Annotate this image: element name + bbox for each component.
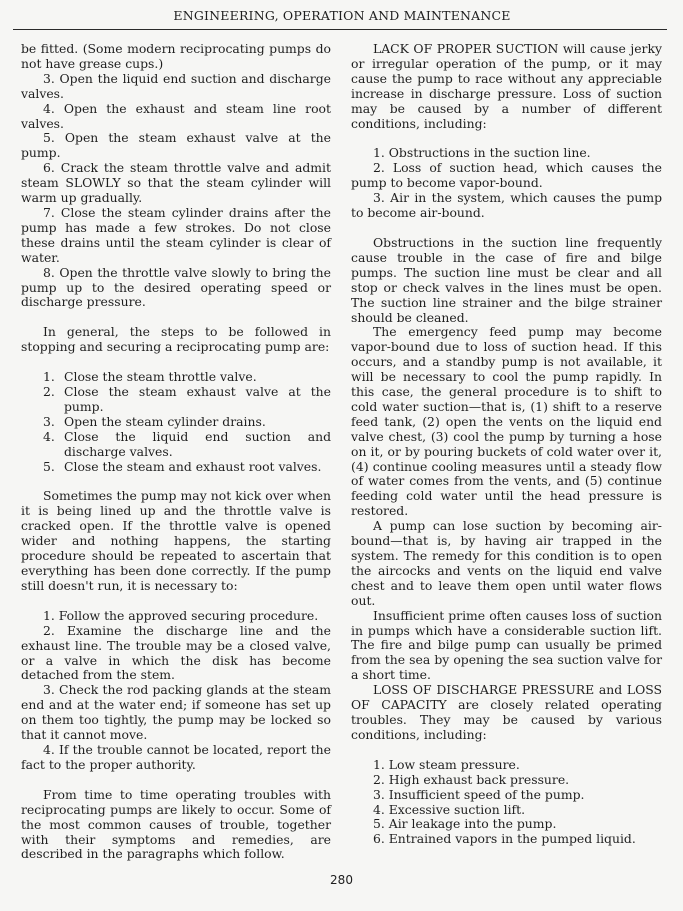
troubleshoot-step: 2. Examine the discharge line and the exhaust line. The trouble may be a closed valve, or a valve in which the disk has become detached from the stem.	[21, 622, 331, 683]
starting-steps-list	[21, 72, 331, 311]
header-rule	[13, 29, 667, 30]
suction-cause: 2. Loss of suction head, which causes the pump to become vapor-bound.	[351, 160, 662, 191]
discharge-cause: 5. Air leakage into the pump.	[373, 816, 557, 832]
suction-causes-list	[351, 146, 662, 221]
kick-over-paragraph: Sometimes the pump may not kick over when it is being lined up and the throttle valve is cracked open. If the throttle valve is opened wider and nothing happens, the starting procedure should be repeated to ascertain that everything has been done correctly. If the pump still doesn't run, it is necessary to:	[21, 488, 331, 593]
left-column	[21, 42, 331, 862]
securing-step: 1. Close the steam throttle valve.	[43, 369, 257, 385]
starting-step: 6. Crack the steam throttle valve and admit steam SLOWLY so that the steam cylinder will warm up gradually.	[21, 160, 331, 206]
securing-step: 5. Close the steam and exhaust root valves.	[43, 458, 322, 474]
securing-step: 3. Open the steam cylinder drains.	[43, 413, 266, 429]
discharge-causes-list	[351, 758, 662, 847]
running-header: ENGINEERING, OPERATION AND MAINTENANCE	[173, 8, 511, 23]
obstructions-paragraph: Obstructions in the suction line frequently cause trouble in the case of fire and bilge pumps. The suction line must be clear and all stop or check valves in the lines must be open. The suction line strainer and the bilge strainer should be cleaned.	[351, 234, 662, 325]
continuation-paragraph: be fitted. (Some modern reciprocating pumps do not have grease cups.)	[21, 41, 331, 71]
securing-steps-list	[21, 370, 331, 474]
discharge-cause: 4. Excessive suction lift.	[373, 801, 526, 817]
starting-step: 4. Open the exhaust and steam line root valves.	[21, 100, 331, 131]
starting-step: 3. Open the liquid end suction and discharge valves.	[21, 70, 331, 101]
starting-step: 7. Close the steam cylinder drains after the pump has made a few strokes. Do not close these drains until the steam cylinder is clear of water.	[21, 204, 331, 265]
discharge-cause: 2. High exhaust back pressure.	[373, 771, 570, 787]
troubleshoot-step: 4. If the trouble cannot be located, report the fact to the proper authority.	[21, 741, 331, 772]
vapor-bound-paragraph: The emergency feed pump may become vapor-bound due to loss of suction head. If this occurs, and a standby pump is not available, it will be necessary to cool the pump rapidly. In this case, the general procedure is to shift to cold water suction—that is, (1) shift to a reserve feed tank, (2) open the vents on the liquid end valve chest, (3) cool the pump by turning a hose on it, or by pouring buckets of cold water over it, (4) continue cooling measures until a steady flow of water comes from the vents, and (5) continue feeding cold water until the head pressure is restored.	[351, 324, 662, 519]
suction-cause: 3. Air in the system, which causes the pump to become air-bound.	[351, 190, 662, 221]
discharge-cause: 6. Entrained vapors in the pumped liquid.	[373, 831, 636, 847]
air-bound-paragraph: A pump can lose suction by becoming air-bound—that is, by having air trapped in the system. The remedy for this condition is to open the aircocks and vents on the liquid end valve chest and to leave them open until water flows out.	[351, 518, 662, 608]
page-number: 280	[330, 873, 353, 887]
prime-paragraph: Insufficient prime often causes loss of suction in pumps which have a considerable suction lift. The fire and bilge pump can usually be primed from the sea by opening the sea suction valve for a short time.	[351, 607, 662, 683]
suction-paragraph: LACK OF PROPER SUCTION will cause jerky or irregular operation of the pump, or it may cause the pump to race without any appreciable increase in discharge pressure. Loss of suction may be caused by a number of different conditions, including:	[351, 41, 662, 131]
closing-paragraph: From time to time operating troubles with reciprocating pumps are likely to occur. Some of the most common causes of trouble, together with their symptoms and remedies, are described in the paragraphs which follow.	[21, 786, 331, 862]
suction-cause: 1. Obstructions in the suction line.	[373, 145, 591, 161]
troubleshoot-steps-list	[21, 609, 331, 773]
discharge-cause: 3. Insufficient speed of the pump.	[373, 786, 585, 802]
discharge-cause: 1. Low steam pressure.	[373, 756, 520, 772]
starting-step: 5. Open the steam exhaust valve at the pump.	[21, 130, 331, 161]
discharge-paragraph: LOSS OF DISCHARGE PRESSURE and LOSS OF CAPACITY are closely related operating troubles. They may be caused by various conditions, including:	[351, 682, 662, 742]
troubleshoot-step: 3. Check the rod packing glands at the steam end and at the water end; if someone has set up on them too tightly, the pump may be locked so that it cannot move.	[21, 682, 331, 743]
troubleshoot-step: 1. Follow the approved securing procedure.	[43, 607, 319, 623]
securing-intro-paragraph: In general, the steps to be followed in stopping and securing a reciprocating pump are:	[21, 324, 331, 355]
right-column	[351, 42, 662, 847]
securing-step: 2. Close the steam exhaust valve at the pump.	[43, 384, 331, 414]
securing-step: 4. Close the liquid end suction and discharge valves.	[43, 428, 331, 459]
starting-step: 8. Open the throttle valve slowly to bring the pump up to the desired operating speed or discharge pressure.	[21, 264, 331, 310]
